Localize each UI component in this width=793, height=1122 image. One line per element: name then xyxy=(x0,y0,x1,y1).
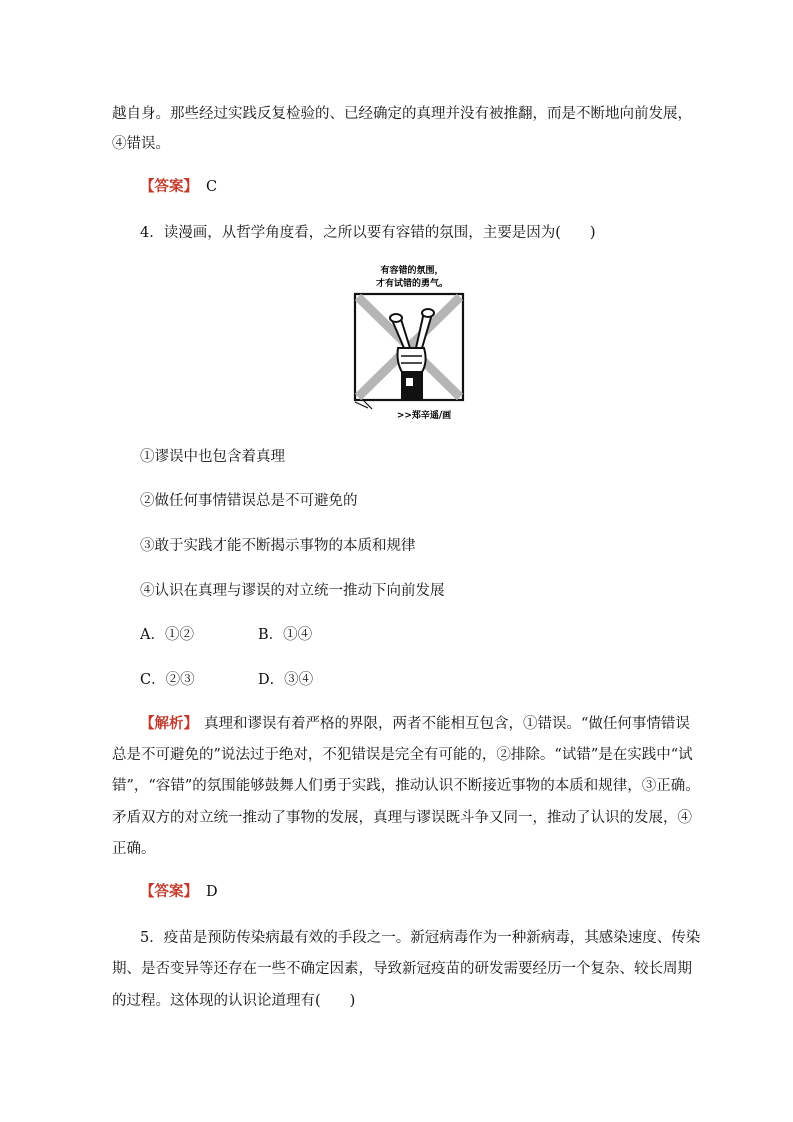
answer-tag: 【答案】 xyxy=(140,883,198,900)
analysis-line: 总是不可避免的”说法过于绝对，不犯错误是完全有可能的，②排除。“试错”是在实践中“试 xyxy=(112,747,693,763)
question-5: 5．疫苗是预防传染病最有效的手段之一。新冠病毒作为一种新病毒，其感染速度、传染 xyxy=(140,930,701,946)
analysis-line xyxy=(140,714,690,734)
question-5-line: 期、是否变异等还存在一些不确定因素，导致新冠疫苗的研发需要经历一个复杂、较长周期 xyxy=(112,961,692,977)
analysis-line: 正确。 xyxy=(112,841,156,857)
question-4: 4．读漫画，从哲学角度看，之所以要有容错的氛围，主要是因为( ) xyxy=(140,225,596,241)
analysis-text: 真理和谬误有着严格的界限，两者不能相互包含，①错误。“做任何事情错误 xyxy=(204,716,690,732)
cartoon-caption-2: 才有试错的勇气。 xyxy=(375,279,449,289)
option-3: ③敢于实践才能不断揭示事物的本质和规律 xyxy=(140,538,416,554)
choice-row-cd xyxy=(140,670,314,690)
cartoon-image xyxy=(352,262,472,422)
analysis-line: 错”，“容错”的氛围能够鼓舞人们勇于实践，推动认识不断接近事物的本质和规律，③正确。 xyxy=(112,778,700,794)
answer-line xyxy=(140,882,218,902)
text-line: 越自身。那些经过实践反复检验的、已经确定的真理并没有被推翻，而是不断地向前发展， xyxy=(112,106,692,122)
choice-b: B．①④ xyxy=(258,627,313,643)
analysis-tag: 【解析】 xyxy=(140,715,198,732)
cartoon-caption-1: 有容错的氛围， xyxy=(380,266,444,276)
cartoon-credit: >>郑辛遥/画 xyxy=(396,411,452,421)
answer-tag: 【答案】 xyxy=(140,178,198,195)
text-line: ④错误。 xyxy=(112,136,170,152)
choice-c: C．②③ xyxy=(140,672,195,688)
option-1: ①谬误中也包含着真理 xyxy=(140,449,285,465)
answer-line xyxy=(140,177,217,197)
question-5-line: 的过程。这体现的认识论道理有( ) xyxy=(112,993,356,1009)
analysis-line: 矛盾双方的对立统一推动了事物的发展，真理与谬误既斗争又同一，推动了认识的发展，④ xyxy=(112,810,692,826)
choice-d: D．③④ xyxy=(258,672,314,688)
cartoon-drawing xyxy=(352,262,472,422)
choice-row-ab xyxy=(140,625,313,645)
option-2: ②做任何事情错误总是不可避免的 xyxy=(140,493,358,509)
answer-value: D xyxy=(206,884,218,900)
option-4: ④认识在真理与谬误的对立统一推动下向前发展 xyxy=(140,583,445,599)
choice-a: A．①② xyxy=(140,627,194,643)
answer-value: C xyxy=(206,179,218,195)
